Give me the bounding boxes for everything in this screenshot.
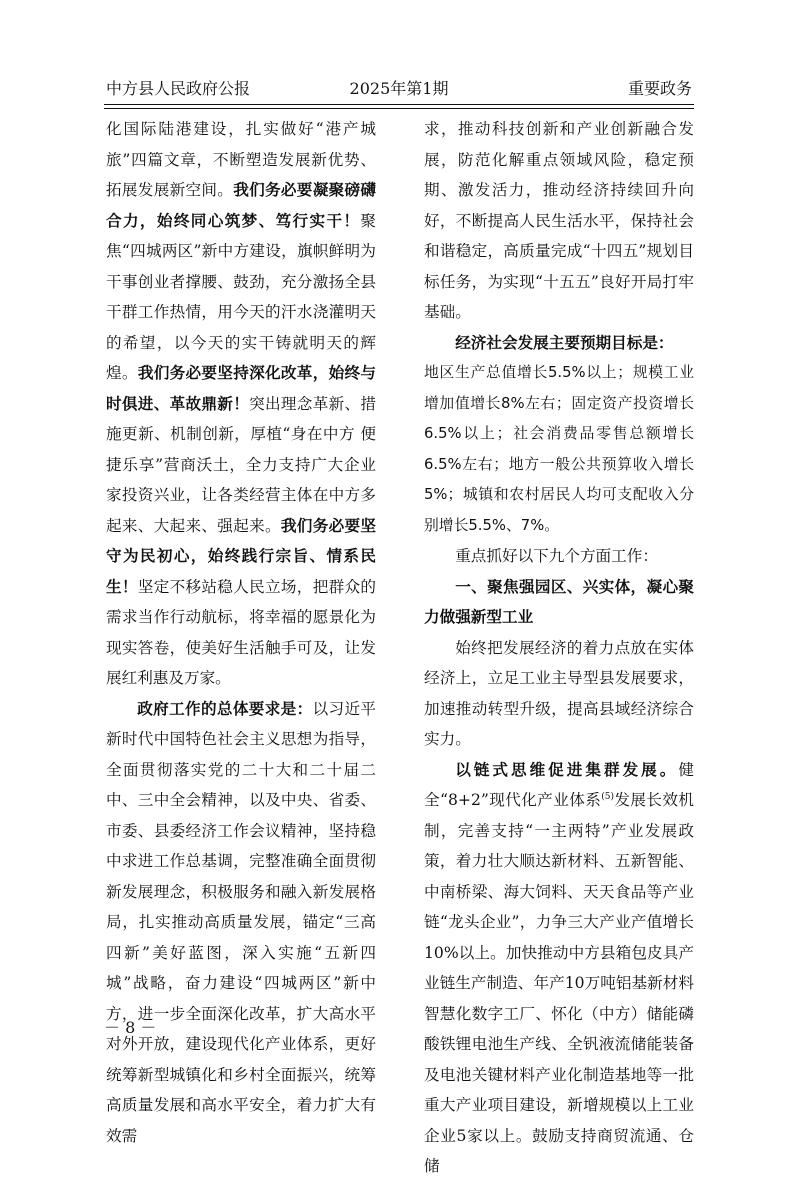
text-run: 化国际陆港建设，扎实做好“港产城旅”四篇文章，不断塑造发展新优势、拓展发展新空间。 (106, 120, 376, 199)
paragraph-real-economy: 始终把发展经济的着力点放在实体经济上，立足工业主导型县发展要求，加速推动转型升级，提高县域经济综合实力。 (424, 638, 694, 748)
footnote-ref: (5) (601, 791, 614, 802)
issue-label: 2025年第1期 (349, 79, 449, 98)
page-number: － 8 － (104, 1018, 157, 1037)
text-run: 坚定不移站稳人民立场，把群众的需求当作行动航标，将幸福的愿景化为现实答卷，使美好生活触手可及，让发展红利惠及万家。 (106, 577, 376, 687)
publication-name: 中方县人民政府公报 (106, 79, 251, 98)
goals-list: 地区生产总值增长5.5%以上；规模工业增加值增长8%左右；固定资产投资增长6.5%以上；社会消费品零售总额增长6.5%左右；地方一般公共预算收入增长5%；城镇和农村居民人均可支配收入分别增长5.5%、7%。 (424, 364, 694, 534)
text-run: 聚焦“四城两区”新中方建设，旗帜鲜明为干事创业者撑腰、鼓劲，充分激扬全县干群工作热情，用今天的汗水浇灌明天的希望，以今天的实干铸就明天的辉煌。 (106, 211, 376, 382)
text-run: 以习近平新时代中国特色社会主义思想为指导，全面贯彻落实党的二十大和二十届二中、三中全会精神，以及中央、省委、市委、县委经济工作会议精神，坚持稳中求进工作总基调，完整准确全面贯彻新发展理念，积极服务和融入新发展格局，扎实推动高质量发展，锚定“三高四新”美好蓝图，深入实施“五新四城”战略，奋力建设“四城两区”新中方，进一步全面深化改革，扩大高水平对外开放，建设现代化产业体系，更好统筹新型城镇化和乡村全面振兴，统筹高质量发展和高水平安全，着力扩大有效需 (106, 699, 376, 1145)
bold-pledge-1: 我们务必要凝聚磅礴合力，始终同心筑梦、笃行实干！ (106, 180, 376, 230)
text-run: 突出理念革新、措施更新、机制创新，厚植“身在中方 便捷乐享”营商沃土，全力支持广大企业家投资兴业，让各类经营主体在中方多起来、大起来、强起来。 (106, 394, 376, 535)
right-column (424, 114, 694, 1182)
page-header (104, 76, 694, 102)
general-requirements-lead: 政府工作的总体要求是： (137, 698, 313, 718)
text-run: 健全“8+2”现代化产业体系 (424, 760, 694, 809)
industrial-chain-lead: 以链式思维促进集群发展。 (455, 759, 679, 779)
bold-pledge-3: 我们务必要坚守为民初心，始终践行宗旨、情系民生！ (106, 515, 376, 596)
paragraph-resolutions (106, 114, 376, 694)
header-rule-thick (104, 104, 694, 105)
section-heading-industry: 一、聚焦强园区、兴实体，凝心聚力做强新型工业 (424, 577, 694, 626)
focus-intro: 重点抓好以下九个方面工作： (455, 547, 658, 565)
section-label: 重要政务 (627, 79, 692, 98)
text-run: 发展长效机制，完善支持“一主两特”产业发展政策，着力壮大顺达新材料、五新智能、中南桥梁、海大饲料、天天食品等产业链“龙头企业”，力争三大产业产值增长10%以上。加快推动中方县箱包皮具产业链生产制造、年产10万吨铝基新材料智慧化数字工厂、怀化（中方）储能磷酸铁锂电池生产线、全钒液流储能装备及电池关键材料产业化制造基地等一批重大产业项目建设，新增规模以上工业企业5家以上。鼓励支持商贸流通、仓储 (424, 791, 694, 1175)
paragraph-general-requirements (106, 694, 376, 1152)
goals-heading: 经济社会发展主要预期目标是： (455, 332, 674, 352)
paragraph-industrial-chain (424, 755, 694, 1182)
bold-pledge-2: 我们务必要坚持深化改革，始终与时俱进、革故鼎新！ (106, 363, 376, 413)
header-rule-thin (104, 108, 694, 109)
left-column (106, 114, 376, 1151)
paragraph-continuation: 求，推动科技创新和产业创新融合发展，防范化解重点领域风险，稳定预期、激发活力，推动经济持续回升向好，不断提高人民生活水平，保持社会和谐稳定，高质量完成“十四五”规划目标任务，为实现“十五五”良好开局打牢基础。 (424, 120, 694, 321)
